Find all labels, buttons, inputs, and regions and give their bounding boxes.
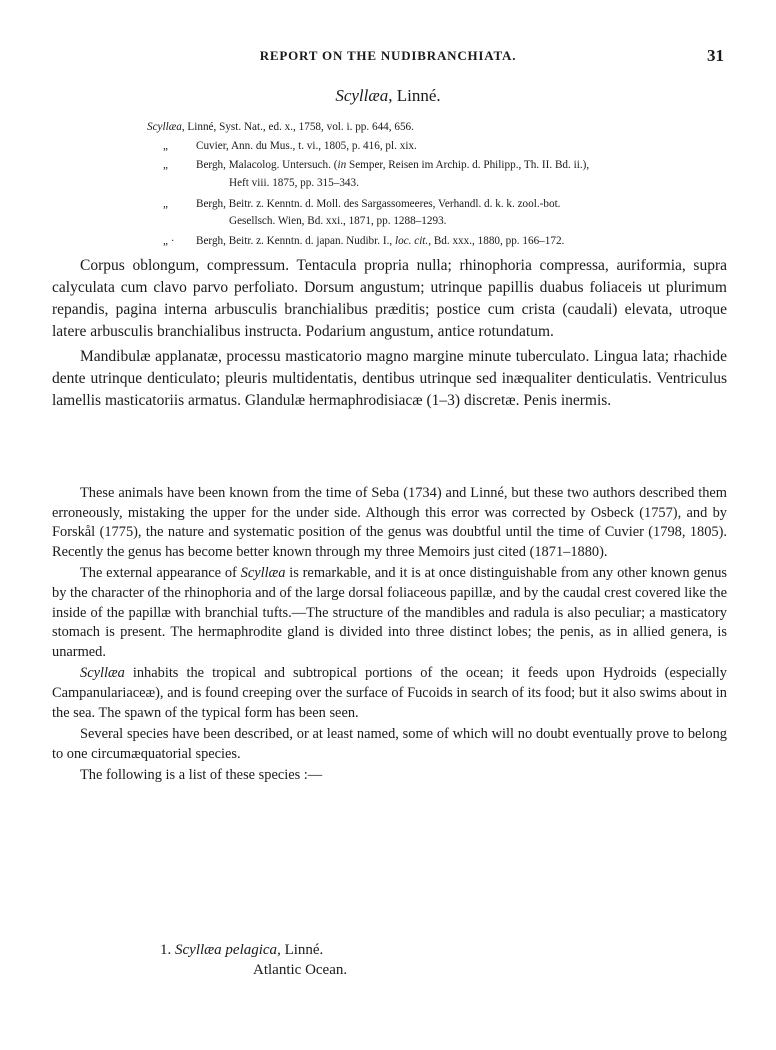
genus-author: , Linné.	[388, 86, 441, 105]
reference-italic: loc. cit.	[394, 235, 429, 247]
reference-text: Semper, Reisen im Archip. d. Philipp., Th. II. Bd. ii.),	[346, 159, 590, 171]
ditto-mark: „	[163, 198, 168, 210]
paragraph-text: The external appearance of	[80, 565, 241, 582]
discussion-paragraph-4: Several species have been described, or at least named, some of which will no doubt eventually prove to belong to one circumæquatorial species.	[52, 726, 727, 762]
genus-name: Scyllæa	[240, 565, 286, 582]
page-number: 31	[707, 46, 724, 65]
reference-4	[163, 197, 561, 212]
reference-5	[163, 234, 565, 249]
paragraph-text: inhabits the tropical and subtropical portions of the ocean; it feeds upon Hydroids (especially Campanulariaceæ), and is found creeping over the surface of Fucoids in search of its food; but it also swims about in the sea. The spawn of the typical form has been seen.	[52, 665, 727, 721]
species-number: 1.	[160, 942, 172, 958]
ditto-mark: „	[163, 159, 168, 171]
running-title: REPORT ON THE NUDIBRANCHIATA.	[259, 48, 517, 63]
species-list	[160, 940, 347, 980]
ditto-mark: „ ·	[163, 235, 175, 247]
reference-4-continued: Gesellsch. Wien, Bd. xxi., 1871, pp. 1288–1293.	[229, 215, 447, 227]
species-author: , Linné.	[277, 942, 324, 958]
reference-text: , Linné, Syst. Nat., ed. x., 1758, vol. i. pp. 644, 656.	[181, 121, 414, 133]
discussion-paragraph-5: The following is a list of these species :—	[80, 767, 323, 784]
reference-text: Bergh, Malacolog. Untersuch. (	[196, 159, 338, 171]
reference-text: , Bd. xxx., 1880, pp. 166–172.	[428, 235, 565, 247]
reference-2	[163, 139, 417, 154]
latin-paragraph-1: Corpus oblongum, compressum. Tentacula propria nulla; rhinophoria compressa, auriformia, supra calyculata cum clavo parvo perfoliato. Dorsum angustum; utrinque papillis duabus foliaceis ut plurimum repandis, pagina interna arbusculis branchialibus præditis; postice cum crista (caudali) elevata, utroque latere arbusculis branchialibus instructa. Podarium angustum, antice rotundatum.	[52, 257, 727, 340]
discussion-paragraph-3	[52, 664, 727, 723]
latin-paragraph-2: Mandibulæ applanatæ, processu masticatorio magno margine minute tuberculato. Lingua lata; rhachide dente utrinque denticulato; pleuris multidentatis, dentibus utrinque sed inæqualiter denticulatis. Ventriculus lamellis masticatoriis armatus. Glandulæ hermaphrodisiacæ (1–3) discretæ. Penis inermis.	[52, 348, 727, 409]
discussion	[52, 484, 727, 786]
reference-3	[163, 158, 590, 173]
genus-heading	[0, 86, 776, 106]
reference-genus: Scyllæa	[147, 121, 182, 133]
ditto-mark: „	[163, 140, 168, 152]
genus-name: Scyllæa	[80, 665, 125, 682]
reference-1	[147, 120, 414, 135]
running-head	[0, 46, 776, 68]
paragraph-text: is remarkable, and it is at once distinguishable from any other known genus by the character of the rhinophoria and of the large dorsal foliaceous papillæ, and by the caudal crest covered like the inside of the papillæ with branchial tufts.—The structure of the mandibles and radula is also peculiar; a masticatory stomach is present. The hermaphrodite gland is divided into three distinct lobes; the penis, as in allied genera, is unarmed.	[52, 565, 728, 660]
reference-3-continued: Heft viii. 1875, pp. 315–343.	[229, 177, 359, 189]
reference-italic: in	[337, 159, 347, 171]
reference-text: Bergh, Beitr. z. Kenntn. d. Moll. des Sargassomeeres, Verhandl. d. k. k. zool.-bot.	[196, 198, 561, 210]
genus-name: Scyllæa	[335, 86, 389, 105]
latin-diagnosis	[52, 255, 727, 412]
reference-text: Cuvier, Ann. du Mus., t. vi., 1805, p. 416, pl. xix.	[196, 140, 417, 152]
reference-text: Bergh, Beitr. z. Kenntn. d. japan. Nudibr. I.,	[196, 235, 395, 247]
discussion-paragraph-1: These animals have been known from the time of Seba (1734) and Linné, but these two authors described them erroneously, mistaking the upper for the under side. Although this error was corrected by Osbeck (1757), and by Forskål (1775), the nature and systematic position of the genus was doubtful until the time of Cuvier (1798, 1805). Recently the genus has become better known through my three Memoirs just cited (1871–1880).	[52, 485, 727, 560]
species-item	[160, 940, 347, 960]
discussion-paragraph-2	[52, 564, 727, 662]
species-name: Scyllæa pelagica	[175, 942, 278, 958]
species-locality: Atlantic Ocean.	[253, 962, 348, 978]
